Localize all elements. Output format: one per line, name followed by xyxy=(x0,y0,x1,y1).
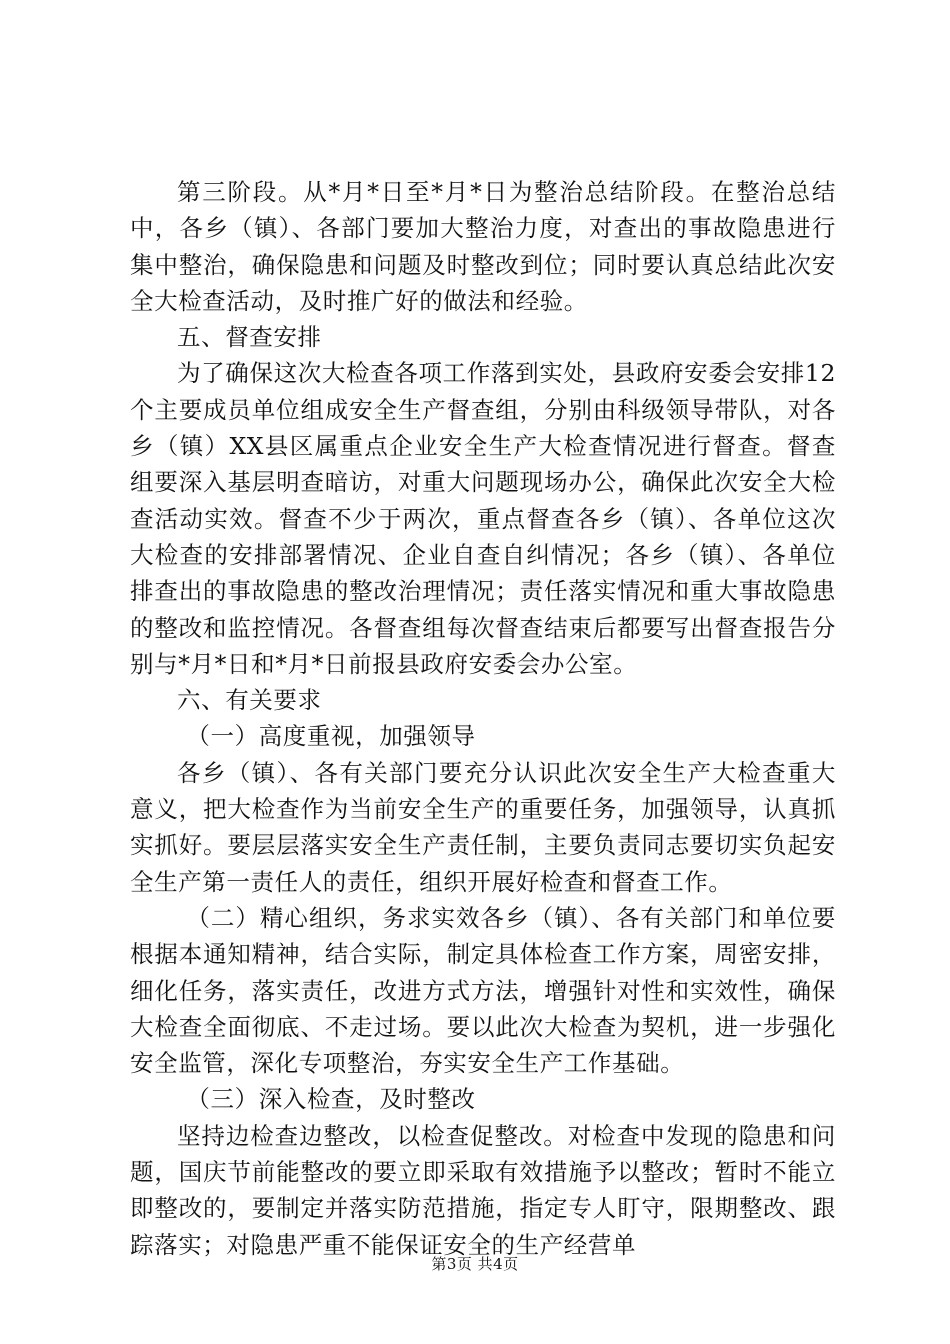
paragraph-leadership: 各乡（镇）、各有关部门要充分认识此次安全生产大检查重大意义，把大检查作为当前安全生产的重要任务，加强领导，认真抓实抓好。要层层落实安全生产责任制，主要负责同志要切实负起安全生产第一责任人的责任，组织开展好检查和督查工作。 xyxy=(130,758,836,896)
document-body xyxy=(130,174,836,1263)
paragraph-organization: （二）精心组织，务求实效各乡（镇）、各有关部门和单位要根据本通知精神，结合实际，制定具体检查工作方案，周密安排，细化任务，落实责任，改进方式方法，增强针对性和实效性，确保大检查全面彻底、不走过场。要以此次大检查为契机，进一步强化安全监管，深化专项整治，夯实安全生产工作基础。 xyxy=(130,903,836,1078)
paragraph-stage-three: 第三阶段。从*月*日至*月*日为整治总结阶段。在整治总结中，各乡（镇）、各部门要加大整治力度，对查出的事故隐患进行集中整治，确保隐患和问题及时整改到位；同时要认真总结此次安全大检查活动，及时推广好的做法和经验。 xyxy=(130,178,836,315)
section-heading-supervision: 五、督查安排 xyxy=(177,323,322,352)
subheading-leadership: （一）高度重视，加强领导 xyxy=(186,722,476,751)
subheading-inspection: （三）深入检查，及时整改 xyxy=(186,1085,476,1114)
page-number-footer: 第3页 共4页 xyxy=(431,1255,519,1273)
paragraph-supervision: 为了确保这次大检查各项工作落到实处，县政府安委会安排12个主要成员单位组成安全生产督查组，分别由科级领导带队，对各乡（镇）XX县区属重点企业安全生产大检查情况进行督查。督查组要深入基层明查暗访，对重大问题现场办公，确保此次安全大检查活动实效。督查不少于两次，重点督查各乡（镇）、各单位这次大检查的安排部署情况、企业自查自纠情况；各乡（镇）、各单位排查出的事故隐患的整改治理情况；责任落实情况和重大事故隐患的整改和监控情况。各督查组每次督查结束后都要写出督查报告分别与*月*日和*月*日前报县政府安委会办公室。 xyxy=(130,359,836,678)
section-heading-requirements: 六、有关要求 xyxy=(177,686,322,715)
paragraph-inspection: 坚持边检查边整改，以检查促整改。对检查中发现的隐患和问题，国庆节前能整改的要立即采取有效措施予以整改；暂时不能立即整改的，要制定并落实防范措施，指定专人盯守，限期整改、跟踪落实；对隐患严重不能保证安全的生产经营单 xyxy=(130,1121,836,1259)
